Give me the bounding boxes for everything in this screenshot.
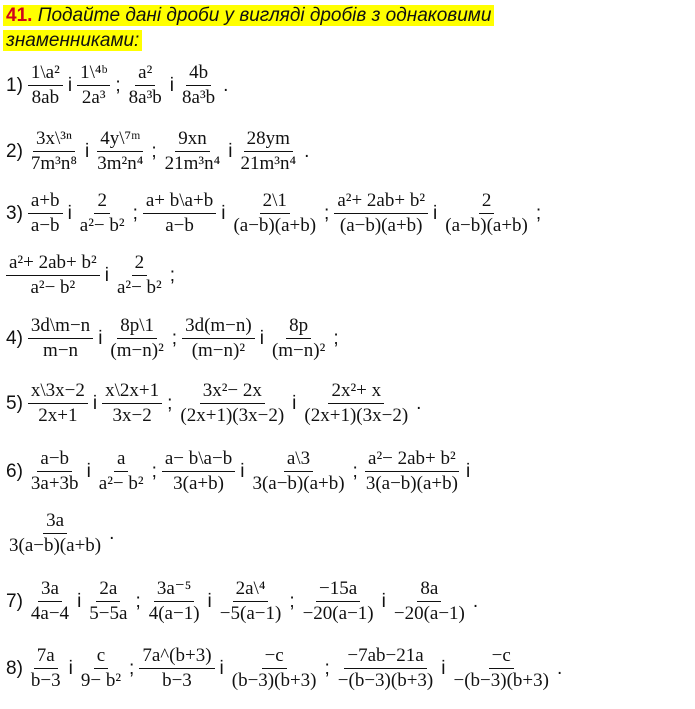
fraction-denominator: 2x+1 xyxy=(38,405,78,426)
separator: і xyxy=(169,74,175,96)
fraction-numerator: a\3 xyxy=(284,448,313,472)
fraction-denominator: a²− b² xyxy=(79,215,125,236)
fraction xyxy=(162,128,224,175)
fraction xyxy=(28,315,93,362)
fraction-denominator: a−b xyxy=(165,215,194,236)
fraction-denominator: a²− b² xyxy=(98,473,144,494)
fraction xyxy=(442,190,531,237)
fraction-numerator: −c xyxy=(489,645,514,669)
task-row xyxy=(0,315,695,362)
task-label: 7) xyxy=(6,590,23,612)
fraction xyxy=(391,578,468,625)
fraction-numerator: −7ab−21a xyxy=(344,645,426,669)
fraction-numerator: 28ym xyxy=(244,128,293,152)
fraction-numerator: 4b xyxy=(186,62,211,86)
separator: . xyxy=(416,392,422,414)
fraction-numerator: 3x²− 2x xyxy=(200,380,265,404)
fraction-denominator: 3(a−b)(a+b) xyxy=(252,473,345,494)
separator: ; xyxy=(333,327,339,349)
separator: ; xyxy=(169,264,176,286)
task-label: 2) xyxy=(6,140,23,162)
exercise-instruction-line2: знаменниками: xyxy=(3,30,142,51)
separator: ; xyxy=(151,460,157,482)
fraction-numerator: 3d(m−n) xyxy=(182,315,255,339)
fraction xyxy=(107,315,166,362)
separator: і xyxy=(259,327,264,349)
fraction-numerator: a²− 2ab+ b² xyxy=(365,448,459,472)
fraction xyxy=(177,380,287,427)
fraction-numerator: 3a⁻⁵ xyxy=(154,578,195,602)
fraction xyxy=(6,510,104,557)
fraction-denominator: −5(a−1) xyxy=(219,603,282,624)
fraction-numerator: a²+ 2ab+ b² xyxy=(6,252,100,276)
fraction-numerator: 9xn xyxy=(175,128,210,152)
fraction-denominator: (m−n)² xyxy=(110,340,164,361)
task-row xyxy=(0,645,695,692)
fraction xyxy=(28,578,72,625)
exercise-header xyxy=(3,3,603,53)
fraction xyxy=(179,62,218,109)
separator: ; xyxy=(129,657,135,679)
task-label: 3) xyxy=(6,202,23,224)
fraction-denominator: 3(a+b) xyxy=(173,473,224,494)
fraction xyxy=(28,448,82,495)
fraction-numerator: 2 xyxy=(94,190,110,214)
separator: і xyxy=(228,140,233,162)
separator: ; xyxy=(535,202,542,224)
fraction-denominator: 9− b² xyxy=(80,670,122,691)
task-row xyxy=(0,62,695,109)
fraction-numerator: a² xyxy=(135,62,155,86)
fraction-denominator: (m−n)² xyxy=(191,340,246,361)
fraction xyxy=(96,448,147,495)
fraction xyxy=(363,448,461,495)
separator: ; xyxy=(171,327,178,349)
fraction-numerator: 8a xyxy=(417,578,441,602)
fraction xyxy=(269,315,328,362)
separator: і xyxy=(221,202,226,224)
fraction-denominator: 3(a−b)(a+b) xyxy=(9,535,102,556)
fraction-numerator: 8p\1 xyxy=(117,315,157,339)
separator: і xyxy=(67,202,72,224)
separator: . xyxy=(472,590,479,612)
fraction-denominator: 8a³b xyxy=(182,87,216,108)
separator: і xyxy=(92,392,98,414)
fraction xyxy=(77,190,128,237)
fraction xyxy=(182,315,255,362)
fraction-denominator: 3m²n⁴ xyxy=(97,153,144,174)
fraction-denominator: 21m³n⁴ xyxy=(240,153,297,174)
separator: і xyxy=(67,74,73,96)
fraction-numerator: a−b xyxy=(37,448,72,472)
task-label: 6) xyxy=(6,460,23,482)
fraction xyxy=(102,380,162,427)
task-row xyxy=(0,252,695,299)
fraction-numerator: 7a xyxy=(34,645,58,669)
task-row xyxy=(0,128,695,175)
task-row xyxy=(0,190,695,237)
fraction-numerator: 2 xyxy=(132,252,148,276)
task-row xyxy=(0,510,695,557)
fraction-numerator: a+ b\a+b xyxy=(143,190,216,214)
fraction-denominator: −(b−3)(b+3) xyxy=(453,670,549,691)
fraction-denominator: (a−b)(a+b) xyxy=(339,215,423,236)
separator: ; xyxy=(324,657,330,679)
fraction-numerator: 2\1 xyxy=(260,190,290,214)
task-label: 5) xyxy=(6,392,23,414)
fraction-numerator: −c xyxy=(262,645,287,669)
fraction xyxy=(301,380,411,427)
fraction-denominator: a²− b² xyxy=(116,277,162,298)
fraction-denominator: (b−3)(b+3) xyxy=(231,670,317,691)
fraction-denominator: 3(a−b)(a+b) xyxy=(365,473,458,494)
separator: і xyxy=(68,657,73,679)
fraction-denominator: (a−b)(a+b) xyxy=(233,215,317,236)
fraction xyxy=(217,578,285,625)
fraction xyxy=(146,578,203,625)
fraction xyxy=(162,448,235,495)
fraction-denominator: 4(a−1) xyxy=(148,603,200,624)
separator: і xyxy=(104,264,109,286)
fraction xyxy=(451,645,552,692)
fraction-numerator: 7a^(b+3) xyxy=(139,645,214,669)
fraction xyxy=(94,128,146,175)
fraction-numerator: 4y\⁷ᵐ xyxy=(97,128,143,152)
task-row xyxy=(0,578,695,625)
fraction xyxy=(86,578,130,625)
separator: і xyxy=(86,460,91,482)
separator: і xyxy=(381,590,386,612)
separator: і xyxy=(77,590,82,612)
task-label: 1) xyxy=(6,74,23,96)
fraction-denominator: b−3 xyxy=(162,670,192,691)
exercise-instruction-line1: Подайте дані дроби у вигляді дробів з однаковими xyxy=(37,5,492,26)
fraction-denominator: −20(a−1) xyxy=(393,603,465,624)
fraction-numerator: a²+ 2ab+ b² xyxy=(334,190,428,214)
fraction-numerator: 3a xyxy=(43,510,67,534)
separator: . xyxy=(223,74,229,96)
fraction-numerator: x\3x−2 xyxy=(28,380,88,404)
separator: і xyxy=(240,460,245,482)
fraction xyxy=(230,190,319,237)
fraction xyxy=(6,252,100,299)
fraction-numerator: c xyxy=(94,645,108,669)
fraction-denominator: m−n xyxy=(43,340,79,361)
separator: ; xyxy=(289,590,295,612)
fraction-numerator: 1\⁴ᵇ xyxy=(77,62,110,86)
separator: і xyxy=(98,327,103,349)
fraction xyxy=(126,62,165,109)
separator: і xyxy=(207,590,212,612)
fraction-denominator: a²− b² xyxy=(30,277,76,298)
separator: ; xyxy=(115,74,121,96)
separator: і xyxy=(441,657,446,679)
fraction xyxy=(249,448,347,495)
separator: ; xyxy=(135,590,141,612)
fraction-numerator: 2x²+ x xyxy=(328,380,384,404)
fraction xyxy=(28,645,64,692)
fraction-numerator: 8p xyxy=(286,315,311,339)
fraction xyxy=(114,252,165,299)
task-row xyxy=(0,448,695,495)
separator: . xyxy=(304,140,310,162)
separator: . xyxy=(556,657,563,679)
separator: і xyxy=(219,657,224,679)
separator: ; xyxy=(167,392,173,414)
separator: ; xyxy=(324,202,330,224)
fraction-denominator: −20(a−1) xyxy=(302,603,374,624)
fraction-denominator: 5−5a xyxy=(89,603,128,624)
fraction xyxy=(28,128,80,175)
fraction-numerator: 3d\m−n xyxy=(28,315,93,339)
fraction-denominator: 4a−4 xyxy=(30,603,70,624)
fraction-denominator: −(b−3)(b+3) xyxy=(337,670,434,691)
fraction-numerator: 3a xyxy=(38,578,62,602)
fraction-denominator: 3a+3b xyxy=(30,473,79,494)
fraction xyxy=(28,380,88,427)
fraction xyxy=(139,645,214,692)
task-row xyxy=(0,380,695,427)
separator: . xyxy=(109,522,115,544)
fraction-denominator: 7m³n⁸ xyxy=(30,153,78,174)
fraction-numerator: 2a xyxy=(96,578,120,602)
fraction-denominator: (2x+1)(3x−2) xyxy=(304,405,409,426)
separator: ; xyxy=(132,202,138,224)
fraction xyxy=(335,645,436,692)
fraction-denominator: a−b xyxy=(30,215,60,236)
fraction-numerator: x\2x+1 xyxy=(102,380,162,404)
separator: і xyxy=(465,460,471,482)
fraction-denominator: (m−n)² xyxy=(271,340,326,361)
separator: ; xyxy=(151,140,157,162)
fraction-denominator: (2x+1)(3x−2) xyxy=(180,405,285,426)
fraction xyxy=(229,645,320,692)
fraction-denominator: 3x−2 xyxy=(112,405,152,426)
fraction xyxy=(334,190,428,237)
fraction-numerator: a+b xyxy=(28,190,63,214)
fraction-numerator: 3x\³ⁿ xyxy=(33,128,75,152)
fraction xyxy=(28,62,63,109)
fraction xyxy=(78,645,124,692)
separator: і xyxy=(85,140,90,162)
task-label: 4) xyxy=(6,327,23,349)
fraction-denominator: 8a³b xyxy=(128,87,162,108)
fraction xyxy=(77,62,110,109)
fraction xyxy=(28,190,63,237)
fraction-numerator: 1\a² xyxy=(28,62,63,86)
fraction xyxy=(143,190,216,237)
fraction-numerator: 2 xyxy=(479,190,495,214)
exercise-number: 41. xyxy=(6,5,33,26)
fraction xyxy=(237,128,299,175)
separator: і xyxy=(433,202,438,224)
separator: ; xyxy=(352,460,358,482)
fraction-numerator: a− b\a−b xyxy=(162,448,235,472)
fraction xyxy=(300,578,377,625)
separator: і xyxy=(292,392,297,414)
fraction-numerator: −15a xyxy=(316,578,360,602)
fraction-denominator: b−3 xyxy=(30,670,61,691)
fraction-denominator: 21m³n⁴ xyxy=(164,153,221,174)
fraction-denominator: 2a³ xyxy=(81,87,106,108)
task-label: 8) xyxy=(6,657,23,679)
fraction-denominator: (a−b)(a+b) xyxy=(445,215,528,236)
fraction-numerator: a xyxy=(114,448,128,472)
fraction-denominator: 8ab xyxy=(31,87,60,108)
fraction-numerator: 2a\⁴ xyxy=(233,578,269,602)
